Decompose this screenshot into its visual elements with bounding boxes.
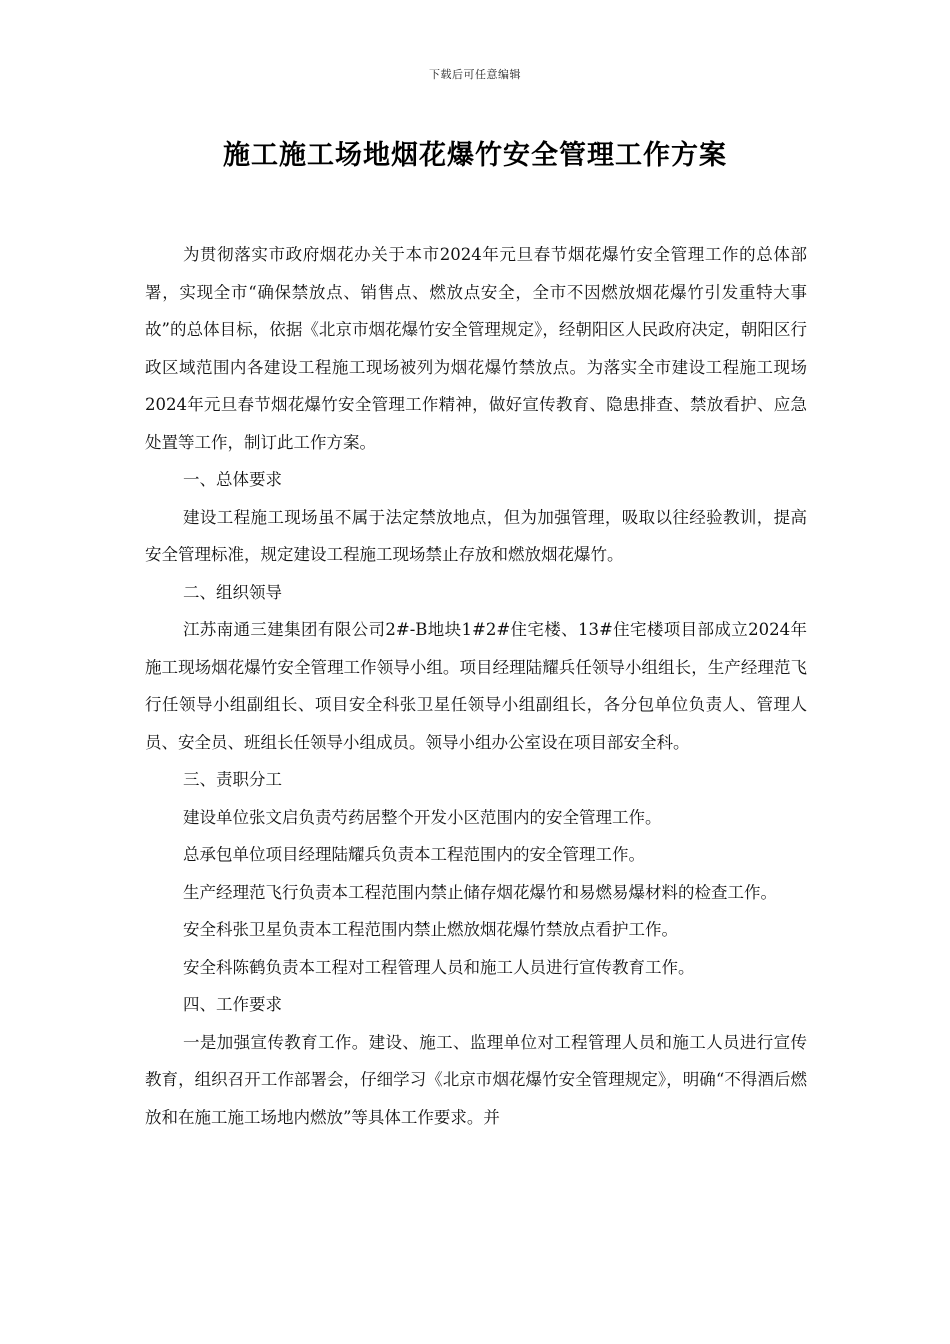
document-body [145,236,807,1136]
section-heading-general-requirements: 一、总体要求 [182,470,282,489]
intro-paragraph: 为贯彻落实市政府烟花办关于本市2024年元旦春节烟花爆竹安全管理工作的总体部署，实现全市“确保禁放点、销售点、燃放点安全，全市不因燃放烟花爆竹引发重特大事故”的总体目标，依据《北京市烟花爆竹安全管理规定》，经朝阳区人民政府决定，朝阳区行政区域范围内各建设工程施工现场被列为烟花爆竹禁放点。为落实全市建设工程施工现场2024年元旦春节烟花爆竹安全管理工作精神，做好宣传教育、隐患排查、禁放看护、应急处置等工作，制订此工作方案。 [145,245,807,452]
document-title: 施工施工场地烟花爆竹安全管理工作方案 [223,140,727,171]
section-heading-work-requirements: 四、工作要求 [182,995,282,1014]
responsibility-item: 安全科陈鹤负责本工程对工程管理人员和施工人员进行宣传教育工作。 [182,957,695,977]
responsibility-item: 安全科张卫星负责本工程范围内禁止燃放烟花爆竹禁放点看护工作。 [182,920,678,939]
general-requirements-paragraph: 建设工程施工现场虽不属于法定禁放地点，但为加强管理，吸取以往经验教训，提高安全管理标准，规定建设工程施工现场禁止存放和燃放烟花爆竹。 [145,507,807,564]
responsibility-item: 建设单位张文启负责芍药居整个开发小区范围内的安全管理工作。 [182,807,662,827]
work-requirements-paragraph: 一是加强宣传教育工作。建设、施工、监理单位对工程管理人员和施工人员进行宣传教育，组织召开工作部署会，仔细学习《北京市烟花爆竹安全管理规定》，明确“不得酒后燃放和在施工施工场地内燃放”等具体工作要求。并 [145,1032,807,1127]
responsibility-item: 生产经理范飞行负责本工程范围内禁止储存烟花爆竹和易燃易爆材料的检查工作。 [182,882,777,902]
section-heading-responsibilities: 三、责职分工 [182,770,282,789]
organization-paragraph: 江苏南通三建集团有限公司2#-B地块1#2#住宅楼、13#住宅楼项目部成立2024年施工现场烟花爆竹安全管理工作领导小组。项目经理陆耀兵任领导小组组长，生产经理范飞行任领导小组副组长、项目安全科张卫星任领导小组副组长，各分包单位负责人、管理人员、安全员、班组长任领导小组成员。领导小组办公室设在项目部安全科。 [145,620,807,752]
header-note: 下载后可任意编辑 [429,68,521,81]
section-heading-organization: 二、组织领导 [182,582,282,602]
responsibility-item: 总承包单位项目经理陆耀兵负责本工程范围内的安全管理工作。 [182,845,645,864]
